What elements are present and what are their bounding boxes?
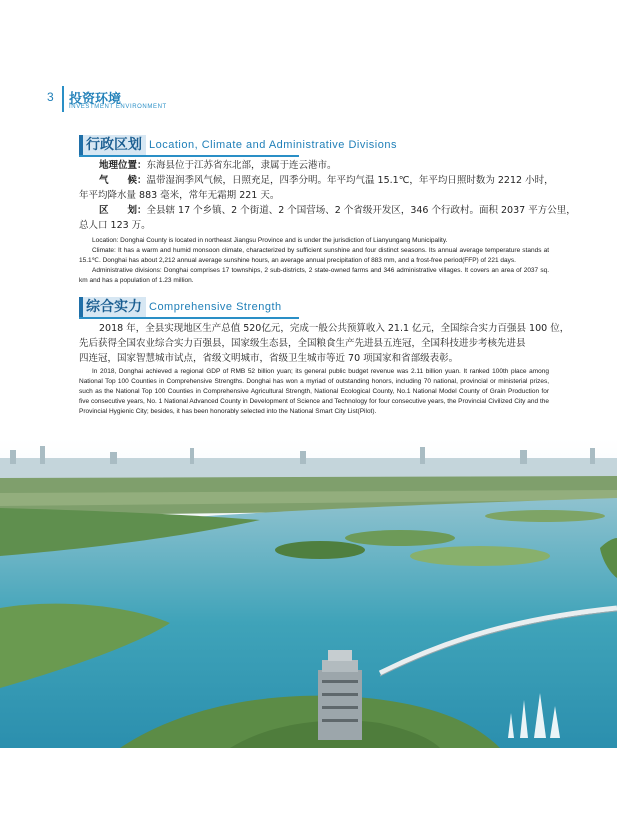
header-title-en: INVESTMENT ENVIRONMENT (69, 104, 167, 110)
header-title-cn: 投资环境 (69, 92, 122, 107)
section-heading-location (79, 135, 397, 155)
en-paragraph-divisions: Administrative divisions: Donghai comprises 17 townships, 2 sub-districts, 2 state-owned farms and 346 administrative villages. It covers an area of 2037 sq. km and has a population of 1.23 million. (79, 267, 549, 284)
en-paragraph-strength: In 2018, Donghai achieved a regional GDP of RMB 52 billion yuan; its general public budget revenue was 2.11 billion yuan. It ranked 100th place among National Top 100 Counties in Comprehensive Strengths. Donghai has won a myriad of outstanding honors, including 70 national, provincial or ministerial prizes, such as the National Top 100 Counties in Comprehensive Agricultural Strength, National Ecological County, No.1 National Model County of Grain Production for five consecutive years, No. 1 National Advanced County in Development of Science and Technology for four consecutive years, the Provincial Civilized City and the Provincial Hygienic City; besides, it has been honorably selected into the National Smart City List(Pilot). (79, 368, 549, 415)
tower-icon (318, 650, 362, 740)
section1-en-body (79, 236, 549, 286)
cn-line-climate: 气 候：温带湿润季风气候，日照充足，四季分明。年平均气温 15.1℃，年平均日照时数为 2212 小时， (99, 175, 554, 186)
cn-line-divisions: 区 划：全县辖 17 个乡镇、2 个街道、2 个国营场、2 个省级开发区，346 个行政村。面积 2037 平方公里， (99, 205, 576, 216)
section-heading-strength (79, 297, 282, 317)
heading-en: Location, Climate and Administrative Divisions (149, 139, 397, 151)
en-paragraph-location: Location: Donghai County is located in northeast Jiangsu Province and is under the jurisdiction of Lianyungang Municipality. (92, 237, 448, 244)
heading-underline (79, 317, 299, 319)
cn-line-strength-1: 2018 年，全县实现地区生产总值 520亿元，完成一般公共预算收入 21.1 亿元，全国综合实力百强县 100 位， (99, 323, 570, 334)
cn-line-strength-2: 先后获得全国农业综合实力百强县，国家级生态县，全国粮食生产先进县五连冠，全国科技进步考核先进县 (79, 338, 526, 349)
heading-cn: 综合实力 (83, 297, 146, 317)
page-number: 3 (47, 90, 54, 104)
photo-illustration (0, 438, 617, 748)
section2-cn-body (79, 321, 570, 366)
heading-en: Comprehensive Strength (149, 301, 282, 313)
section2-en-body (79, 367, 549, 417)
cn-line-location: 地理位置：东海县位于江苏省东北部，隶属于连云港市。 (99, 160, 337, 171)
heading-underline (79, 155, 299, 157)
heading-cn: 行政区划 (83, 135, 146, 155)
header-divider (62, 86, 64, 112)
cn-line-strength-3: 四连冠，国家智慧城市试点，省级文明城市，省级卫生城市等近 70 项国家和省部级表彰。 (79, 353, 459, 364)
section1-cn-body (79, 158, 576, 233)
cn-line-climate-cont: 年平均降水量 883 毫米，常年无霜期 221 天。 (79, 190, 280, 201)
en-paragraph-climate: Climate: It has a warm and humid monsoon climate, characterized by sufficient sunshine and four distinct seasons. Its annual average temperature stands at 15.1℃. Donghai has about 2,212 annual average sunshine hours, an average annual precipitation of 883 mm, and a frost-free period(FFP) of 221 days. (79, 247, 549, 264)
cn-line-divisions-cont: 总人口 123 万。 (79, 220, 151, 231)
aerial-lake-landscape-icon (0, 438, 617, 748)
